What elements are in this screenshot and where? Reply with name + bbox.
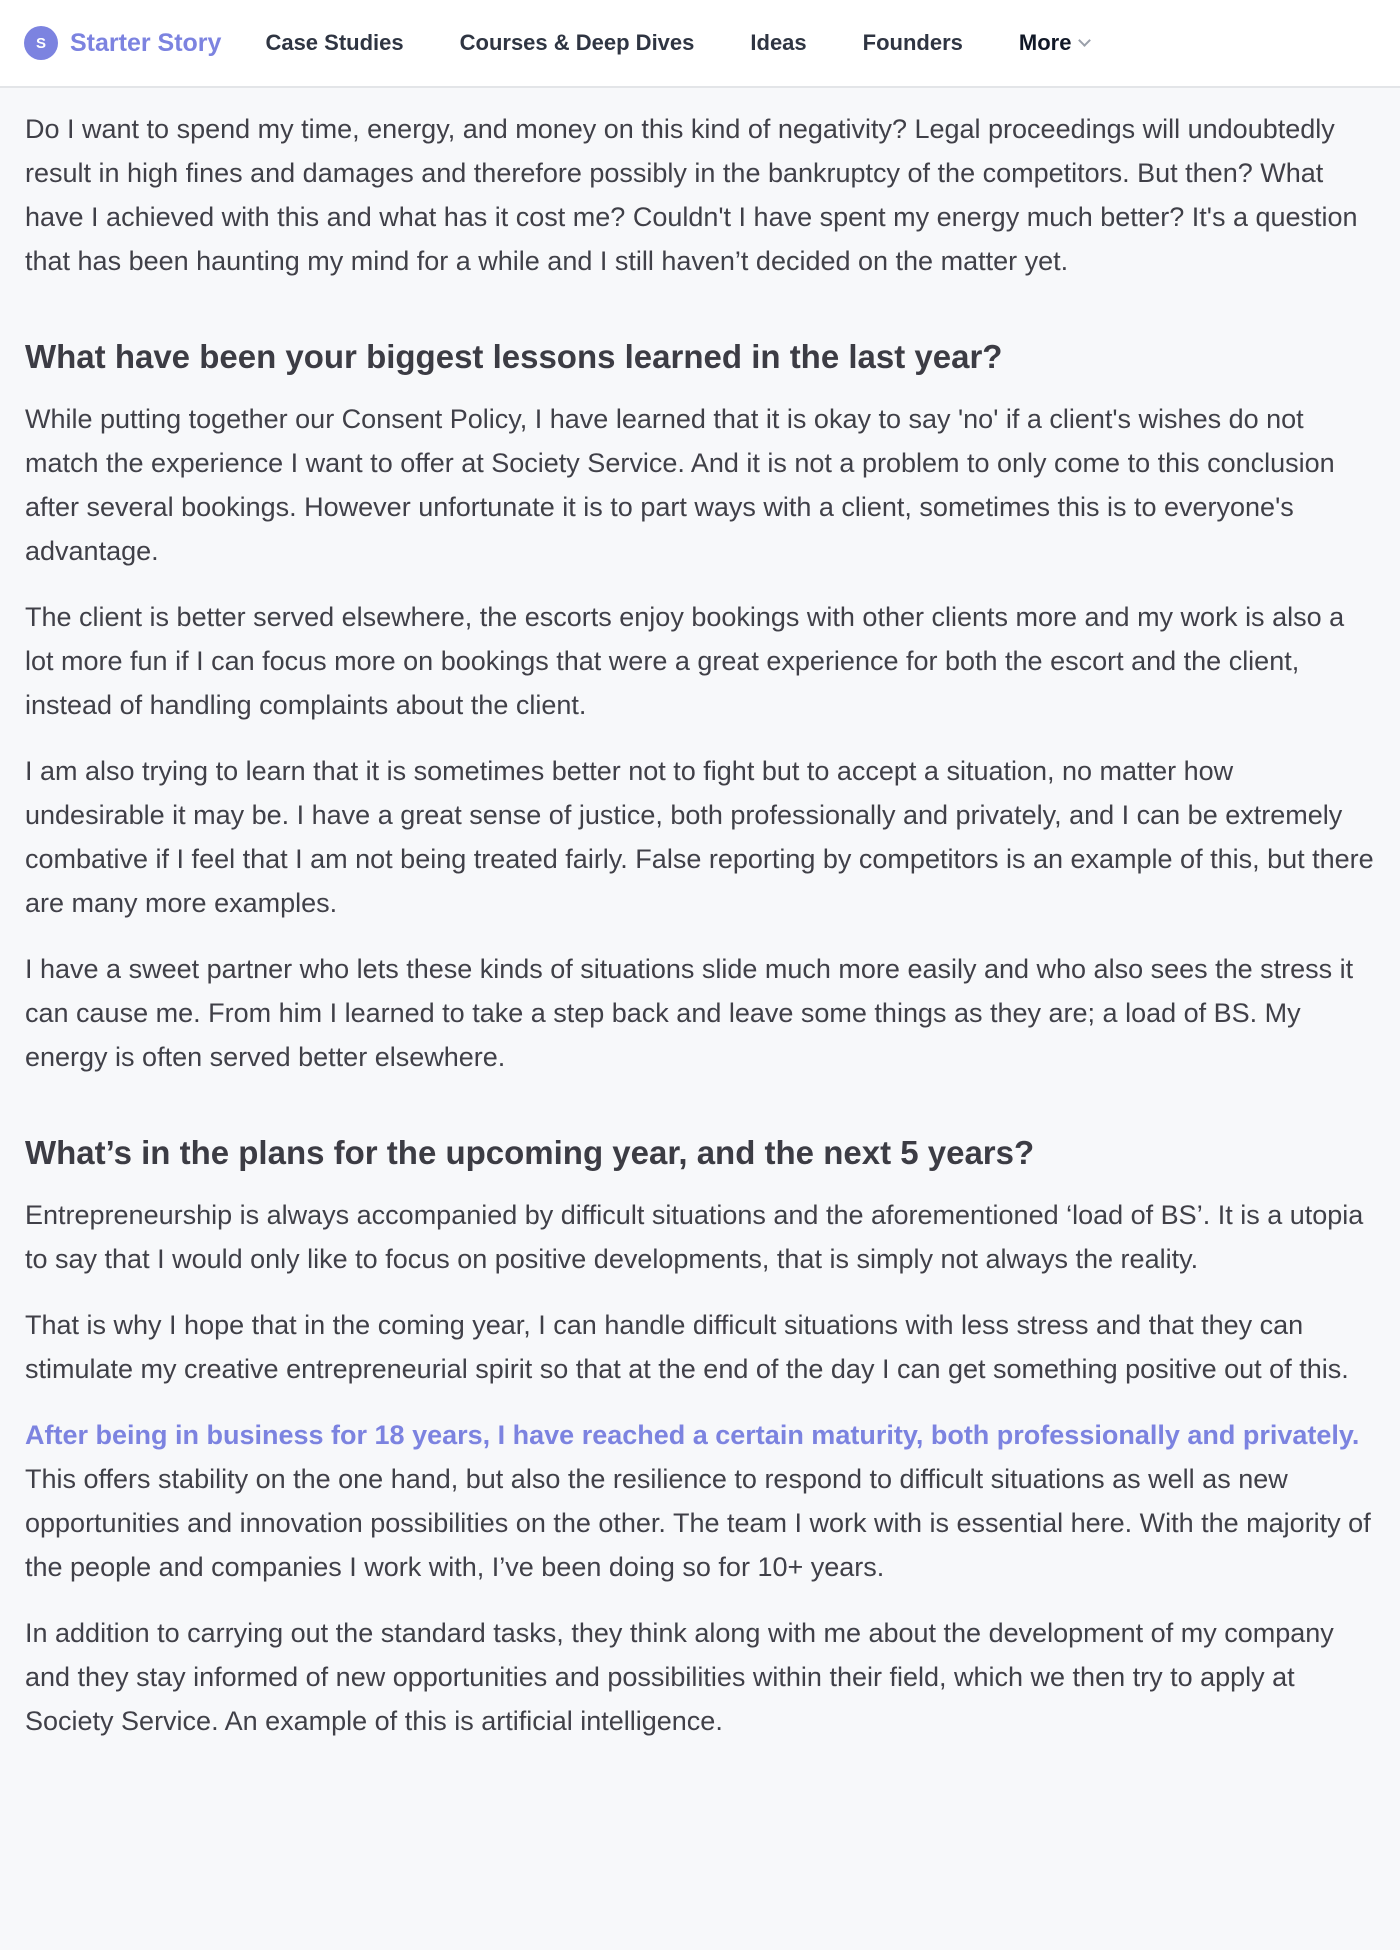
paragraph-plans-1: Entrepreneurship is always accompanied by difficult situations and the aforementioned ‘load of BS’. It is a utopia to say that I would only like to focus on positive developments, that is simply not always the reality. (25, 1200, 1364, 1274)
paragraph-plans-3-text: This offers stability on the one hand, but also the resilience to respond to difficult situations as well as new opportunities and innovation possibilities on the other. The team I work with is essential here. With the majority of the people and companies I work with, I’ve been doing so for 10+ years. (25, 1464, 1371, 1582)
nav-ideas[interactable]: Ideas (750, 30, 807, 55)
highlighted-quote: After being in business for 18 years, I have reached a certain maturity, both professionally and privately. (25, 1420, 1360, 1450)
chevron-down-icon (1079, 34, 1092, 47)
brand-link[interactable] (24, 26, 221, 60)
paragraph-lessons-4: I have a sweet partner who lets these kinds of situations slide much more easily and who also sees the stress it can cause me. From him I learned to take a step back and leave some things as they are; a load of BS. My energy is often served better elsewhere. (25, 954, 1354, 1072)
nav-more-label: More (1018, 30, 1072, 55)
nav-more-dropdown[interactable] (1019, 30, 1090, 56)
top-navbar (0, 0, 1400, 88)
article-body (25, 88, 1380, 1765)
brand-name: Starter Story (70, 28, 222, 57)
paragraph-lessons-2: The client is better served elsewhere, the escorts enjoy bookings with other clients more and my work is also a lot more fun if I can focus more on bookings that were a great experience for both the escort and the client, instead of handling complaints about the client. (25, 602, 1345, 720)
nav-courses-deep-dives[interactable]: Courses & Deep Dives (459, 30, 695, 55)
paragraph-plans-4: In addition to carrying out the standard tasks, they think along with me about the development of my company and they stay informed of new opportunities and possibilities within their field, which we then try to apply at Society Service. An example of this is artificial intelligence. (25, 1618, 1334, 1736)
nav-case-studies[interactable]: Case Studies (265, 30, 404, 55)
heading-lessons-learned: What have been your biggest lessons learned in the last year? (25, 338, 1003, 375)
paragraph-intro: Do I want to spend my time, energy, and money on this kind of negativity? Legal proceedings will undoubtedly result in high fines and damages and therefore possibly in the bankruptcy of the competitors. But then? What have I achieved with this and what has it cost me? Couldn't I have spent my energy much better? It's a question that has been haunting my mind for a while and I still haven’t decided on the matter yet. (25, 114, 1358, 276)
heading-future-plans: What’s in the plans for the upcoming year, and the next 5 years? (25, 1134, 1035, 1171)
nav-founders[interactable]: Founders (862, 30, 963, 55)
paragraph-lessons-1: While putting together our Consent Policy, I have learned that it is okay to say 'no' if a client's wishes do not match the experience I want to offer at Society Service. And it is not a problem to only come to this conclusion after several bookings. However unfortunate it is to part ways with a client, sometimes this is to everyone's advantage. (25, 404, 1335, 566)
starter-story-logo-icon: S (24, 26, 58, 60)
paragraph-lessons-3: I am also trying to learn that it is sometimes better not to fight but to accept a situation, no matter how undesirable it may be. I have a great sense of justice, both professionally and privately, and I can be extremely combative if I feel that I am not being treated fairly. False reporting by competitors is an example of this, but there are many more examples. (25, 756, 1374, 918)
paragraph-plans-2: That is why I hope that in the coming year, I can handle difficult situations with less stress and that they can stimulate my creative entrepreneurial spirit so that at the end of the day I can get something positive out of this. (25, 1310, 1349, 1384)
paragraph-plans-3 (25, 1413, 1380, 1589)
